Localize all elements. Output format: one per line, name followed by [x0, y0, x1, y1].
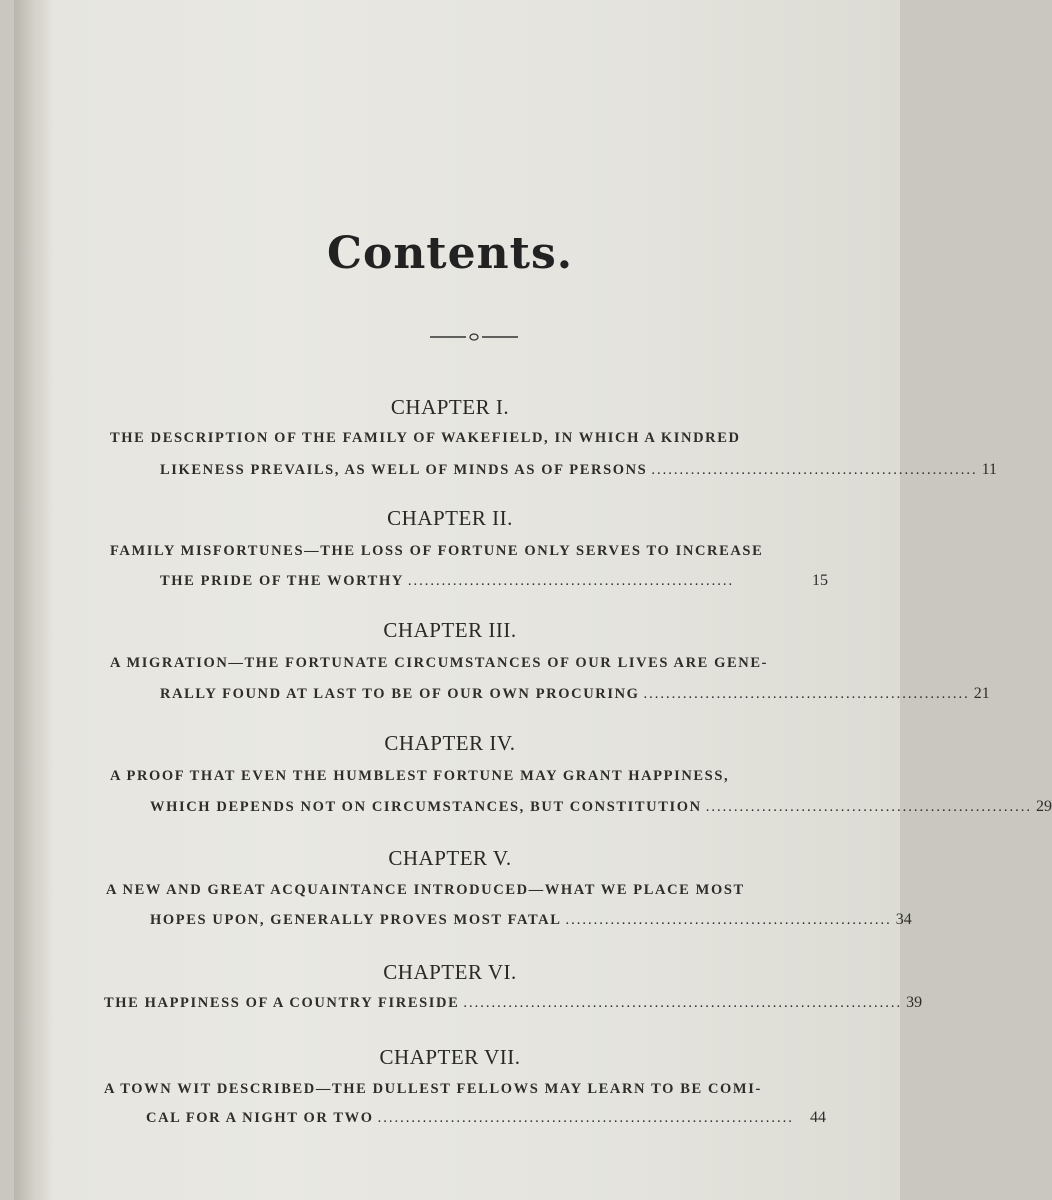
dot-leader: .......................................................... [407, 573, 735, 589]
chapter-description: WHICH DEPENDS NOT ON CIRCUMSTANCES, BUT CONSTITUTION [150, 799, 702, 815]
page-number: 21 [973, 685, 990, 702]
dot-leader: .......................................................... [705, 799, 1032, 815]
page-number: 34 [895, 911, 912, 928]
chapter-description: A PROOF THAT EVEN THE HUMBLEST FORTUNE MAY GRANT HAPPINESS, [110, 768, 730, 784]
chapter-description: A TOWN WIT DESCRIBED—THE DULLEST FELLOWS MAY LEARN TO BE COMI- [104, 1081, 762, 1097]
page-title: Contents. [326, 228, 574, 279]
chapter-heading: CHAPTER VII. [379, 1045, 521, 1069]
chapter-description: HOPES UPON, GENERALLY PROVES MOST FATAL [150, 912, 562, 928]
chapter-description: FAMILY MISFORTUNES—THE LOSS OF FORTUNE ONLY SERVES TO INCREASE [110, 543, 764, 559]
chapter-heading: CHAPTER III. [383, 618, 517, 642]
dot-leader: .......................................................................... [377, 1110, 794, 1126]
chapter-heading: CHAPTER V. [388, 846, 512, 870]
chapter-heading: CHAPTER VI. [383, 960, 517, 984]
page-number: 15 [812, 572, 828, 589]
chapter-heading: CHAPTER IV. [384, 731, 516, 755]
chapter-entry [160, 685, 990, 703]
book-page [14, 0, 903, 1200]
chapter-entry [150, 798, 1052, 816]
chapter-description: RALLY FOUND AT LAST TO BE OF OUR OWN PROCURING [160, 686, 640, 702]
page-number: 39 [906, 994, 923, 1011]
page-number: 44 [810, 1109, 826, 1126]
chapter-heading: CHAPTER I. [390, 395, 510, 419]
chapter-description: THE DESCRIPTION OF THE FAMILY OF WAKEFIELD, IN WHICH A KINDRED [110, 430, 741, 446]
chapter-description: A NEW AND GREAT ACQUAINTANCE INTRODUCED—WHAT WE PLACE MOST [106, 882, 745, 898]
dot-leader: .......................................................... [643, 686, 970, 702]
chapter-description: THE HAPPINESS OF A COUNTRY FIRESIDE [104, 995, 460, 1011]
ornamental-rule [430, 331, 518, 343]
chapter-entry [104, 994, 923, 1012]
chapter-entry [146, 1109, 826, 1127]
chapter-description: CAL FOR A NIGHT OR TWO [146, 1110, 374, 1126]
chapter-entry [160, 461, 998, 479]
page-gutter [14, 0, 54, 1200]
chapter-entry [160, 572, 828, 590]
chapter-description: A MIGRATION—THE FORTUNATE CIRCUMSTANCES OF OUR LIVES ARE GENE- [110, 655, 769, 671]
dot-leader: .......................................................... [651, 462, 978, 478]
chapter-entry [150, 911, 912, 929]
dot-leader: .............................................................................. [463, 995, 903, 1011]
dot-leader: .......................................................... [565, 912, 892, 928]
page-number: 29 [1035, 798, 1052, 815]
chapter-description: LIKENESS PREVAILS, AS WELL OF MINDS AS OF PERSONS [160, 462, 648, 478]
chapter-description: THE PRIDE OF THE WORTHY [160, 573, 404, 589]
page-number: 11 [981, 461, 998, 478]
chapter-heading: CHAPTER II. [387, 506, 513, 530]
